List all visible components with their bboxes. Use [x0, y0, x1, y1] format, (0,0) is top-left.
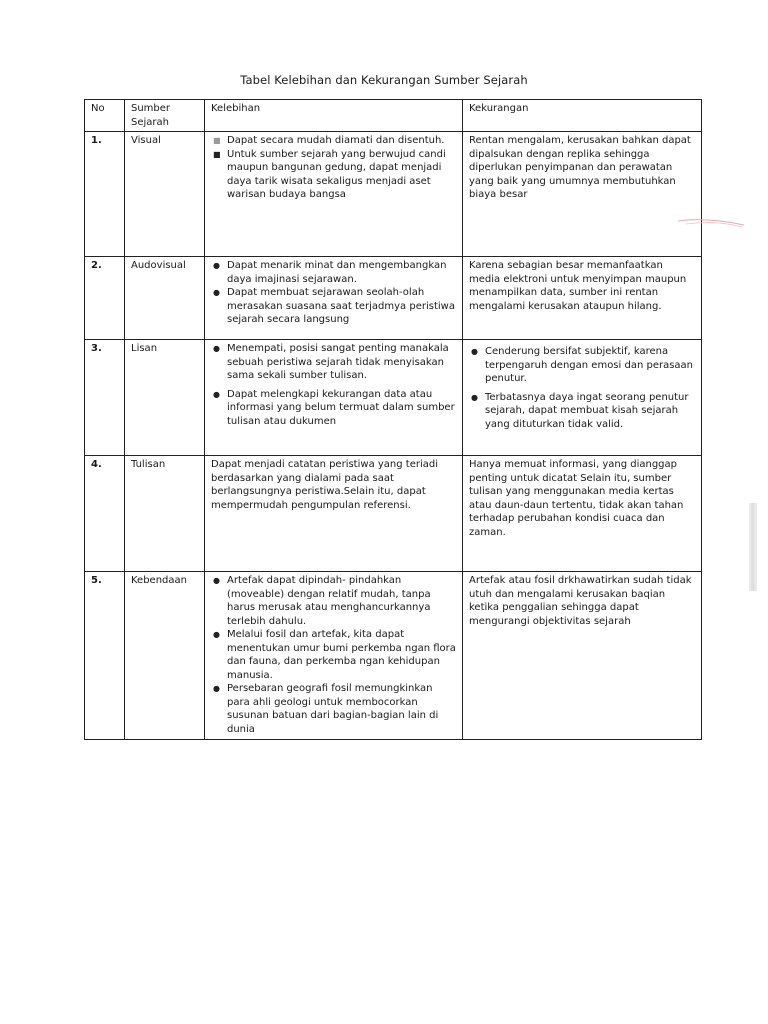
row-advantages: Dapat menjadi catatan peristiwa yang teriadi berdasarkan yang dialami pada saat berlangsungnya peristiwa.Selain itu, dapat mempermudah pengumpulan referensi. [205, 456, 463, 572]
row-disadvantages: Artefak atau fosil drkhawatirkan sudah tidak utuh dan mengalami kerusakan baqian ketika penggalian sehingga dapat mengurangi objektivitas sejarah [463, 572, 702, 740]
list-item: ● Terbatasnya daya ingat seorang penutur sejarah, dapat membuat kisah sejarah yang dituturkan tidak valid. [471, 391, 689, 430]
row-source: Kebendaan [125, 572, 205, 740]
row-source: Lisan [125, 340, 205, 456]
table-row [85, 340, 702, 456]
bullet-dot-icon: ● [471, 392, 478, 402]
scan-strip [749, 503, 757, 591]
row-number: 3. [85, 340, 125, 456]
list-item: ● Menempati, posisi sangat penting manakala sebuah peristiwa sejarah tidak menyisakan sama sekali sumber tulisan. [213, 343, 449, 381]
row-advantages [205, 340, 463, 456]
row-disadvantages: Hanya memuat informasi, yang dianggap penting untuk dicatat Selain itu, sumber tulisan yang menggunakan media kertas atau daun-daun tertentu, tidak akan tahan terhadap perubahan kondisi cuaca dan zaman. [463, 456, 702, 572]
bullet-dot-icon: ● [213, 261, 220, 270]
row-number: 1. [85, 132, 125, 257]
row-source: Audovisual [125, 257, 205, 340]
row-disadvantages [463, 340, 702, 456]
row-source: Visual [125, 132, 205, 257]
header-source-line2: Sejarah [131, 116, 169, 128]
list-item: ● Artefak dapat dipindah- pindahkan (moveable) dengan relatif mudah, tanpa harus merusak atau menghancurkannya terlebih dahulu. [213, 575, 431, 627]
row-number: 5. [85, 572, 125, 740]
list-item: ● Dapat menarik minat dan mengembangkan daya imajinasi sejarawan. [213, 260, 447, 285]
scan-mark [676, 215, 746, 229]
list-item: ● Dapat membuat sejarawan seolah-olah merasakan suasana saat terjadmya peristiwa sejarah secara langsung [213, 287, 455, 325]
bullet-dot-icon: ● [213, 630, 220, 639]
header-source [125, 100, 205, 132]
bullet-square-icon: ■ [213, 136, 221, 145]
row-disadvantages: Rentan mengalam, kerusakan bahkan dapat dipalsukan dengan replika sehingga diperlukan penyimpanan dan perawatan yang baik yang umumnya membutuhkan biaya besar [463, 132, 702, 257]
header-source-line1: Sumber [131, 103, 171, 114]
bullet-dot-icon: ● [213, 684, 220, 693]
row-number: 2. [85, 257, 125, 340]
row-source: Tulisan [125, 456, 205, 572]
row-advantages [205, 132, 463, 257]
list-item: ● Persebaran geografi fosil memungkinkan para ahli geologi untuk membocorkan susunan batuan dari bagian-bagian lain di dunia [213, 683, 439, 735]
bullet-dot-icon: ● [213, 389, 220, 399]
bullet-dot-icon: ● [471, 347, 478, 356]
row-advantages [205, 257, 463, 340]
header-disadvantages: Kekurangan [463, 100, 702, 132]
table-row [85, 572, 702, 740]
list-item: ● Melalui fosil dan artefak, kita dapat menentukan umur bumi perkemba ngan flora dan fauna, dan perkemba ngan kehidupan manusia. [213, 629, 456, 681]
table-row [85, 257, 702, 340]
bullet-square-icon: ■ [213, 149, 221, 159]
header-no: No [85, 100, 125, 132]
comparison-table [84, 99, 702, 740]
list-item: ● Dapat melengkapi kekurangan data atau informasi yang belum termuat dalam sumber tulisan atau dukumen [213, 388, 455, 427]
table-row [85, 132, 702, 257]
bullet-dot-icon: ● [213, 288, 220, 297]
list-item: ■ Dapat secara mudah diamati dan disentuh. [213, 135, 445, 146]
list-item: ● Cenderung bersifat subjektif, karena terpengaruh dengan emosi dan perasaan penutur. [471, 346, 694, 384]
table-row [85, 456, 702, 572]
header-advantages: Kelebihan [205, 100, 463, 132]
page-title: Tabel Kelebihan dan Kekurangan Sumber Sejarah [240, 73, 528, 87]
row-disadvantages: Karena sebagian besar memanfaatkan media elektroni untuk menyimpan maupun menampilkan data, sumber ini rentan mengalami kerusakan ataupun hilang. [463, 257, 702, 340]
row-number: 4. [85, 456, 125, 572]
table-header-row [85, 100, 702, 132]
row-advantages [205, 572, 463, 740]
list-item: ■ Untuk sumber sejarah yang berwujud candi maupun bangunan gedung, dapat menjadi daya tarik wisata sekaligus menjadi aset warisan budaya bangsa [213, 148, 446, 200]
bullet-dot-icon: ● [213, 344, 220, 353]
bullet-dot-icon: ● [213, 576, 220, 585]
